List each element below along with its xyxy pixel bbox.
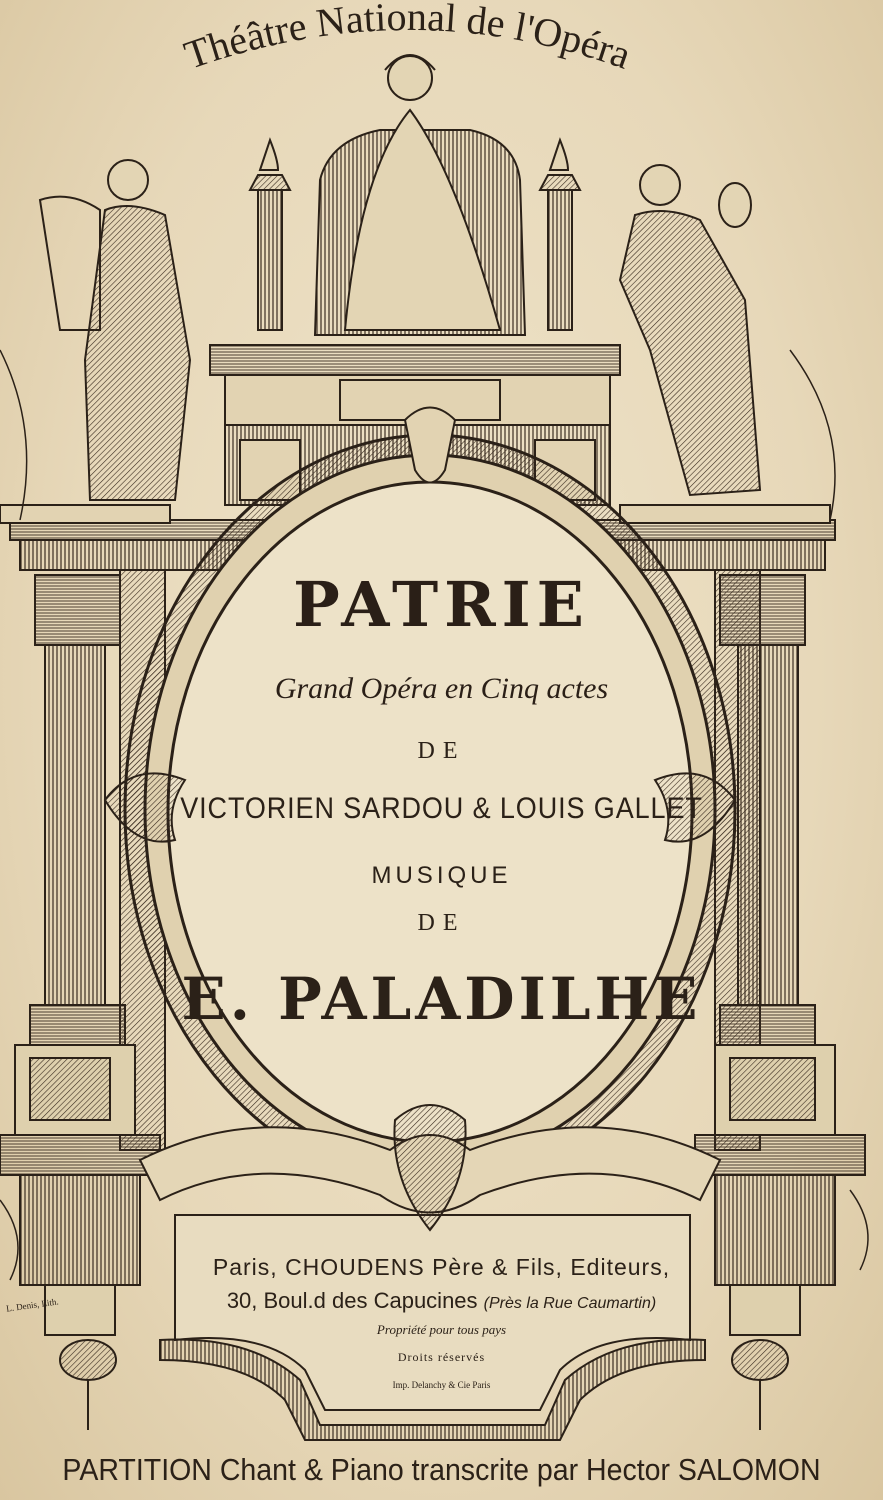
musique-label: MUSIQUE: [371, 862, 512, 889]
lithographer-credit: L. Denis, Lith.: [5, 1296, 60, 1314]
left-muse-with-harp: [40, 160, 190, 500]
de-label-librettists: DE: [417, 738, 466, 764]
address-text: 30, Boul.d des Capucines: [226, 1288, 478, 1313]
theatre-name-text: Théâtre National de l'Opéra: [178, 0, 637, 78]
right-torch: [540, 140, 580, 330]
composer-name: E. PALADILHE: [181, 965, 702, 1033]
de-label-composer: DE: [417, 910, 466, 936]
address-note: (Près la Rue Caumartin): [483, 1295, 657, 1312]
left-torch: [250, 140, 290, 330]
publisher-line: Paris, CHOUDENS Père & Fils, Editeurs,: [212, 1254, 671, 1280]
theatre-header: [0, 0, 883, 110]
work-title: PATRIE: [293, 568, 590, 641]
partition-footer: PARTITION Chant & Piano transcrite par Hector SALOMON: [62, 1452, 821, 1487]
rights-notice: Droits réservés: [397, 1350, 486, 1364]
librettists: VICTORIEN SARDOU & LOUIS GALLET: [180, 792, 703, 825]
property-notice: Propriété pour tous pays: [376, 1322, 507, 1337]
right-muse-with-mask: [620, 165, 760, 495]
publisher-address: [0, 1288, 883, 1314]
work-subtitle: Grand Opéra en Cinq actes: [274, 672, 609, 705]
printer-credit: Imp. Delanchy & Cie Paris: [392, 1380, 491, 1390]
ribbon-ornament: [140, 1105, 720, 1230]
